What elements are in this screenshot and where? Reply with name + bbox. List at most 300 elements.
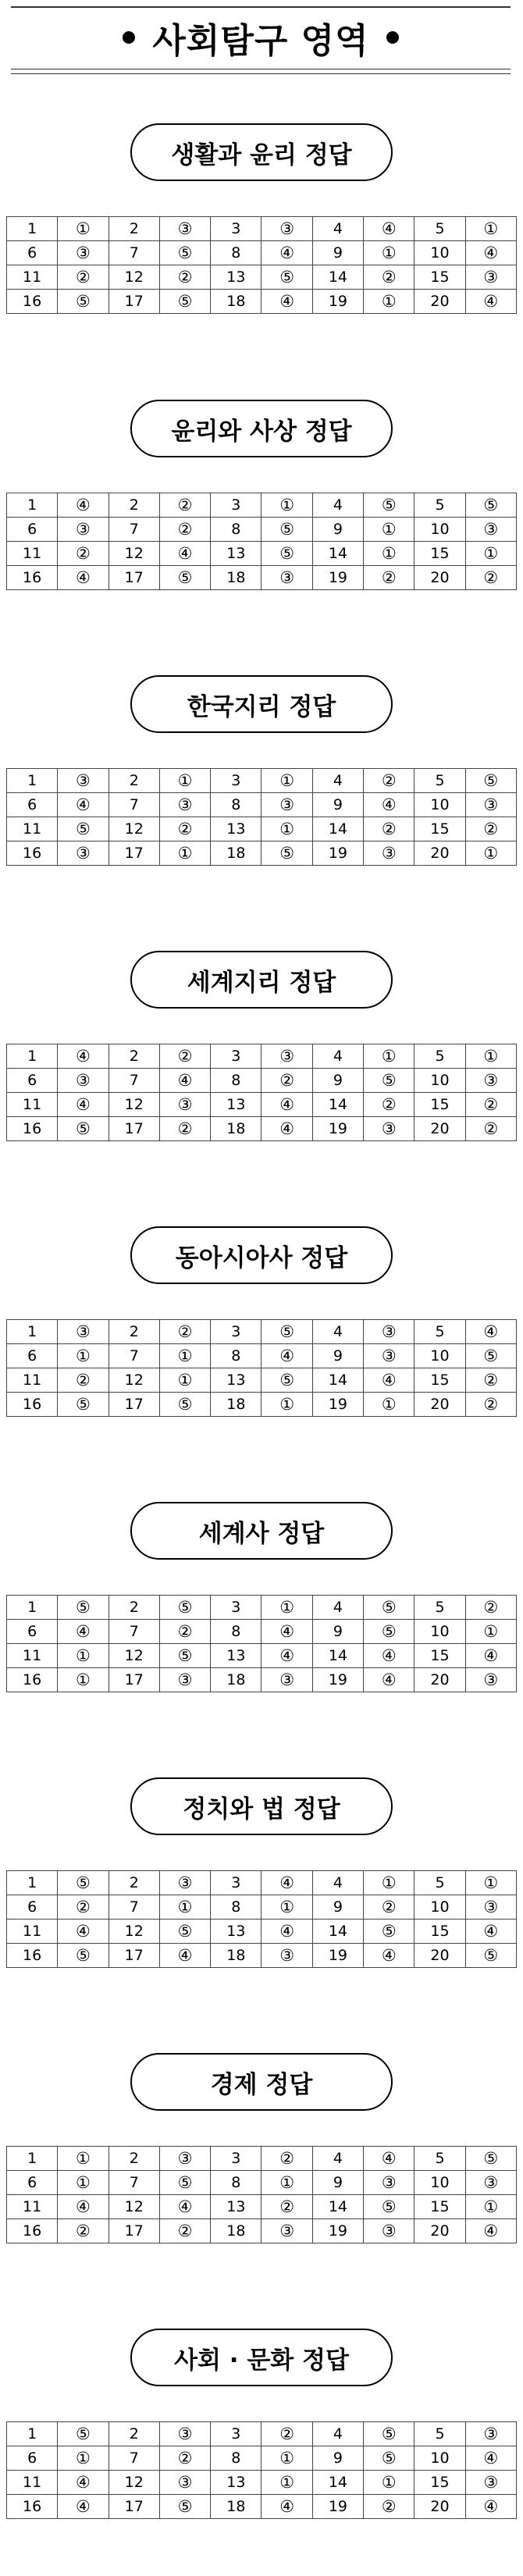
answer-section [0, 123, 523, 358]
question-number: 12 [109, 1093, 159, 1117]
answer-cell: ② [58, 2219, 109, 2243]
question-number: 17 [109, 290, 159, 314]
answer-cell: ① [58, 217, 109, 241]
answer-cell: ④ [159, 1944, 210, 1968]
answer-cell: ① [262, 2446, 312, 2471]
answer-cell: ② [159, 1620, 210, 1644]
question-number: 2 [109, 1596, 159, 1620]
question-number: 1 [7, 769, 58, 793]
answer-cell: ① [58, 2446, 109, 2471]
question-number: 8 [211, 1344, 262, 1368]
question-number: 5 [414, 1320, 465, 1344]
question-number: 9 [312, 1895, 363, 1920]
question-number: 17 [109, 1393, 159, 1417]
question-number: 4 [312, 217, 363, 241]
answer-cell: ① [262, 1596, 312, 1620]
section-title: 세계사 정답 [130, 1502, 393, 1560]
question-number: 6 [7, 793, 58, 817]
question-number: 11 [7, 817, 58, 841]
table-row [7, 1871, 517, 1895]
section-title: 윤리와 사상 정답 [130, 400, 393, 457]
question-number: 4 [312, 2422, 363, 2446]
answer-cell: ③ [465, 2171, 516, 2195]
question-number: 1 [7, 1044, 58, 1069]
answer-cell: ⑤ [465, 1944, 516, 1968]
question-number: 18 [211, 1668, 262, 1692]
answer-cell: ④ [262, 1344, 312, 1368]
question-number: 11 [7, 265, 58, 290]
answer-cell: ⑤ [364, 1596, 414, 1620]
question-number: 7 [109, 793, 159, 817]
table-row [7, 1944, 517, 1968]
question-number: 1 [7, 2422, 58, 2446]
table-row [7, 1668, 517, 1692]
question-number: 9 [312, 1344, 363, 1368]
answer-cell: ③ [364, 841, 414, 866]
answer-cell: ⑤ [58, 817, 109, 841]
answer-cell: ④ [58, 1044, 109, 1069]
answer-cell: ① [364, 542, 414, 566]
question-number: 4 [312, 493, 363, 518]
question-number: 9 [312, 793, 363, 817]
answer-cell: ④ [58, 1920, 109, 1944]
question-number: 10 [414, 518, 465, 542]
answer-cell: ③ [465, 2471, 516, 2495]
question-number: 8 [211, 1620, 262, 1644]
table-row [7, 1393, 517, 1417]
answer-cell: ④ [364, 2147, 414, 2171]
question-number: 5 [414, 217, 465, 241]
section-title: 한국지리 정답 [130, 675, 393, 733]
answer-cell: ④ [364, 217, 414, 241]
question-number: 10 [414, 2171, 465, 2195]
question-number: 13 [211, 265, 262, 290]
question-number: 15 [414, 817, 465, 841]
question-number: 13 [211, 1920, 262, 1944]
answer-cell: ④ [262, 241, 312, 265]
bullet-icon [386, 31, 399, 44]
table-row [7, 1920, 517, 1944]
answer-cell: ⑤ [465, 493, 516, 518]
answer-cell: ③ [364, 2219, 414, 2243]
question-number: 1 [7, 493, 58, 518]
question-number: 15 [414, 1644, 465, 1668]
table-row [7, 1044, 517, 1069]
answer-cell: ④ [58, 793, 109, 817]
answer-cell: ④ [159, 2195, 210, 2219]
question-number: 9 [312, 2446, 363, 2471]
answer-cell: ② [159, 1117, 210, 1141]
section-title: 정치와 법 정답 [130, 1777, 393, 1835]
question-number: 6 [7, 2171, 58, 2195]
question-number: 11 [7, 542, 58, 566]
table-row [7, 542, 517, 566]
question-number: 15 [414, 542, 465, 566]
answer-cell: ① [364, 2471, 414, 2495]
answer-cell: ① [465, 1620, 516, 1644]
answer-cell: ④ [364, 1368, 414, 1393]
answer-cell: ② [262, 2147, 312, 2171]
question-number: 17 [109, 841, 159, 866]
answer-cell: ③ [159, 217, 210, 241]
answer-cell: ① [262, 817, 312, 841]
question-number: 19 [312, 1393, 363, 1417]
table-row [7, 241, 517, 265]
answer-cell: ③ [159, 1093, 210, 1117]
question-number: 16 [7, 1668, 58, 1692]
question-number: 16 [7, 566, 58, 590]
answer-cell: ④ [262, 1093, 312, 1117]
question-number: 9 [312, 518, 363, 542]
answer-cell: ⑤ [159, 566, 210, 590]
question-number: 13 [211, 1644, 262, 1668]
question-number: 19 [312, 2495, 363, 2519]
question-number: 14 [312, 1093, 363, 1117]
answer-cell: ② [262, 2422, 312, 2446]
question-number: 6 [7, 1344, 58, 1368]
answer-cell: ⑤ [159, 1644, 210, 1668]
question-number: 10 [414, 1895, 465, 1920]
answer-cell: ④ [58, 2495, 109, 2519]
answer-cell: ② [159, 518, 210, 542]
question-number: 20 [414, 290, 465, 314]
question-number: 13 [211, 2195, 262, 2219]
answer-cell: ② [58, 1895, 109, 1920]
answer-cell: ④ [465, 290, 516, 314]
answer-cell: ① [159, 1895, 210, 1920]
answer-cell: ③ [262, 217, 312, 241]
question-number: 9 [312, 1069, 363, 1093]
answer-cell: ① [364, 241, 414, 265]
question-number: 3 [211, 1596, 262, 1620]
question-number: 9 [312, 241, 363, 265]
answer-cell: ③ [262, 793, 312, 817]
answer-cell: ④ [465, 2495, 516, 2519]
question-number: 18 [211, 566, 262, 590]
question-number: 18 [211, 841, 262, 866]
question-number: 15 [414, 265, 465, 290]
question-number: 16 [7, 2495, 58, 2519]
question-number: 16 [7, 1944, 58, 1968]
answer-cell: ④ [465, 2446, 516, 2471]
answer-cell: ① [159, 1344, 210, 1368]
question-number: 14 [312, 265, 363, 290]
question-number: 19 [312, 1668, 363, 1692]
question-number: 1 [7, 1596, 58, 1620]
table-row [7, 817, 517, 841]
question-number: 5 [414, 1044, 465, 1069]
question-number: 18 [211, 2495, 262, 2519]
question-number: 19 [312, 1944, 363, 1968]
answer-cell: ③ [364, 1344, 414, 1368]
answer-cell: ② [465, 566, 516, 590]
answer-cell: ⑤ [159, 2495, 210, 2519]
answer-cell: ④ [262, 290, 312, 314]
question-number: 6 [7, 1895, 58, 1920]
table-row [7, 1620, 517, 1644]
question-number: 3 [211, 2147, 262, 2171]
answer-cell: ④ [262, 1620, 312, 1644]
question-number: 17 [109, 566, 159, 590]
question-number: 10 [414, 1069, 465, 1093]
question-number: 8 [211, 241, 262, 265]
answer-cell: ④ [465, 2219, 516, 2243]
question-number: 10 [414, 1344, 465, 1368]
question-number: 2 [109, 493, 159, 518]
answer-cell: ⑤ [262, 1368, 312, 1393]
answer-table [6, 493, 517, 590]
answer-cell: ① [262, 2171, 312, 2195]
question-number: 18 [211, 290, 262, 314]
question-number: 9 [312, 1620, 363, 1644]
answer-cell: ① [465, 217, 516, 241]
bullet-icon [123, 31, 135, 44]
question-number: 15 [414, 1368, 465, 1393]
answer-cell: ⑤ [465, 1344, 516, 1368]
answer-cell: ① [262, 1393, 312, 1417]
question-number: 14 [312, 542, 363, 566]
answer-table [6, 1319, 517, 1417]
answer-cell: ③ [58, 769, 109, 793]
answer-cell: ③ [159, 1668, 210, 1692]
answer-cell: ④ [364, 793, 414, 817]
question-number: 8 [211, 1895, 262, 1920]
question-number: 20 [414, 1117, 465, 1141]
answer-cell: ⑤ [58, 1871, 109, 1895]
question-number: 19 [312, 841, 363, 866]
answer-cell: ⑤ [364, 2195, 414, 2219]
question-number: 15 [414, 2471, 465, 2495]
answer-cell: ② [465, 1393, 516, 1417]
answer-cell: ① [58, 1344, 109, 1368]
answer-cell: ③ [58, 518, 109, 542]
question-number: 3 [211, 1044, 262, 1069]
question-number: 14 [312, 1368, 363, 1393]
answer-cell: ① [364, 1871, 414, 1895]
question-number: 9 [312, 2171, 363, 2195]
answer-section [0, 2053, 523, 2287]
question-number: 3 [211, 1871, 262, 1895]
question-number: 12 [109, 542, 159, 566]
answer-cell: ③ [364, 2171, 414, 2195]
table-row [7, 1644, 517, 1668]
question-number: 13 [211, 1368, 262, 1393]
question-number: 14 [312, 1920, 363, 1944]
answer-cell: ④ [364, 1644, 414, 1668]
question-number: 3 [211, 217, 262, 241]
answer-cell: ⑤ [58, 1393, 109, 1417]
answer-cell: ③ [159, 2471, 210, 2495]
table-row [7, 2471, 517, 2495]
question-number: 14 [312, 1644, 363, 1668]
question-number: 2 [109, 217, 159, 241]
answer-cell: ② [159, 265, 210, 290]
question-number: 11 [7, 1644, 58, 1668]
table-row [7, 2171, 517, 2195]
answer-cell: ② [159, 2219, 210, 2243]
question-number: 2 [109, 2422, 159, 2446]
answer-cell: ④ [465, 1320, 516, 1344]
answer-cell: ① [465, 841, 516, 866]
table-row [7, 1069, 517, 1093]
answer-cell: ② [262, 2195, 312, 2219]
answer-cell: ② [465, 1368, 516, 1393]
question-number: 20 [414, 566, 465, 590]
answer-table [6, 1870, 517, 1968]
table-row [7, 2446, 517, 2471]
answer-cell: ③ [58, 1320, 109, 1344]
table-row [7, 769, 517, 793]
answer-table [6, 1044, 517, 1141]
answer-cell: ① [58, 1668, 109, 1692]
table-row [7, 566, 517, 590]
answer-cell: ④ [262, 2495, 312, 2519]
answer-cell: ③ [465, 265, 516, 290]
answer-cell: ④ [58, 493, 109, 518]
question-number: 19 [312, 2219, 363, 2243]
answer-cell: ② [58, 1368, 109, 1393]
question-number: 7 [109, 241, 159, 265]
table-row [7, 265, 517, 290]
answer-cell: ① [58, 2171, 109, 2195]
answer-cell: ⑤ [159, 1596, 210, 1620]
question-number: 12 [109, 265, 159, 290]
question-number: 10 [414, 241, 465, 265]
question-number: 12 [109, 817, 159, 841]
answer-cell: ② [364, 2495, 414, 2519]
question-number: 12 [109, 1920, 159, 1944]
table-row [7, 1117, 517, 1141]
answer-cell: ④ [262, 1871, 312, 1895]
question-number: 1 [7, 1320, 58, 1344]
question-number: 11 [7, 1920, 58, 1944]
question-number: 7 [109, 1620, 159, 1644]
question-number: 7 [109, 2171, 159, 2195]
section-title: 생활과 윤리 정답 [130, 123, 393, 181]
question-number: 8 [211, 2171, 262, 2195]
question-number: 7 [109, 1069, 159, 1093]
table-row [7, 290, 517, 314]
answer-cell: ③ [58, 1069, 109, 1093]
answer-cell: ② [465, 1596, 516, 1620]
header-rule [11, 73, 511, 74]
answer-cell: ⑤ [262, 1320, 312, 1344]
answer-cell: ④ [465, 1644, 516, 1668]
answer-cell: ⑤ [364, 1620, 414, 1644]
question-number: 5 [414, 2422, 465, 2446]
answer-cell: ④ [58, 2471, 109, 2495]
answer-cell: ⑤ [262, 265, 312, 290]
question-number: 14 [312, 2471, 363, 2495]
answer-cell: ① [262, 769, 312, 793]
question-number: 2 [109, 1871, 159, 1895]
question-number: 7 [109, 518, 159, 542]
question-number: 13 [211, 1093, 262, 1117]
answer-cell: ② [58, 542, 109, 566]
question-number: 8 [211, 1069, 262, 1093]
answer-cell: ③ [364, 1320, 414, 1344]
answer-cell: ② [159, 1044, 210, 1069]
answer-cell: ① [262, 1895, 312, 1920]
question-number: 17 [109, 1117, 159, 1141]
question-number: 3 [211, 769, 262, 793]
answer-cell: ③ [262, 1668, 312, 1692]
answer-cell: ① [159, 769, 210, 793]
question-number: 12 [109, 1644, 159, 1668]
question-number: 12 [109, 2471, 159, 2495]
answer-cell: ⑤ [159, 2171, 210, 2195]
question-number: 4 [312, 1044, 363, 1069]
question-number: 14 [312, 817, 363, 841]
answer-cell: ① [262, 493, 312, 518]
question-number: 16 [7, 290, 58, 314]
answer-cell: ⑤ [465, 2147, 516, 2171]
answer-cell: ③ [58, 241, 109, 265]
answer-cell: ③ [465, 1668, 516, 1692]
answer-cell: ③ [465, 2422, 516, 2446]
answer-cell: ② [364, 1895, 414, 1920]
question-number: 2 [109, 2147, 159, 2171]
answer-cell: ① [465, 542, 516, 566]
question-number: 12 [109, 2195, 159, 2219]
answer-cell: ③ [465, 1069, 516, 1093]
answer-cell: ④ [159, 1069, 210, 1093]
question-number: 1 [7, 217, 58, 241]
question-number: 16 [7, 1117, 58, 1141]
answer-cell: ② [364, 1093, 414, 1117]
answer-cell: ③ [159, 1871, 210, 1895]
question-number: 2 [109, 769, 159, 793]
question-number: 18 [211, 1393, 262, 1417]
question-number: 6 [7, 518, 58, 542]
question-number: 18 [211, 1944, 262, 1968]
table-row [7, 1895, 517, 1920]
question-number: 11 [7, 1368, 58, 1393]
answer-cell: ③ [262, 566, 312, 590]
table-row [7, 2495, 517, 2519]
question-number: 15 [414, 1920, 465, 1944]
answer-cell: ③ [58, 841, 109, 866]
answer-cell: ④ [465, 1920, 516, 1944]
answer-cell: ① [364, 1393, 414, 1417]
question-number: 4 [312, 1871, 363, 1895]
question-number: 5 [414, 1871, 465, 1895]
answer-cell: ② [364, 566, 414, 590]
answer-cell: ① [364, 518, 414, 542]
answer-cell: ① [364, 1044, 414, 1069]
question-number: 5 [414, 1596, 465, 1620]
section-title: 동아시아사 정답 [130, 1226, 393, 1284]
answer-cell: ③ [262, 1944, 312, 1968]
table-row [7, 1596, 517, 1620]
section-title: 경제 정답 [130, 2053, 393, 2111]
answer-cell: ③ [159, 793, 210, 817]
question-number: 19 [312, 566, 363, 590]
question-number: 10 [414, 2446, 465, 2471]
answer-cell: ⑤ [262, 542, 312, 566]
question-number: 13 [211, 542, 262, 566]
answer-table [6, 768, 517, 866]
table-row [7, 217, 517, 241]
answer-cell: ② [159, 493, 210, 518]
question-number: 17 [109, 1668, 159, 1692]
answer-cell: ② [159, 1320, 210, 1344]
answer-cell: ② [159, 2446, 210, 2471]
question-number: 8 [211, 2446, 262, 2471]
answer-cell: ① [159, 1368, 210, 1393]
answer-cell: ④ [58, 566, 109, 590]
question-number: 4 [312, 1320, 363, 1344]
